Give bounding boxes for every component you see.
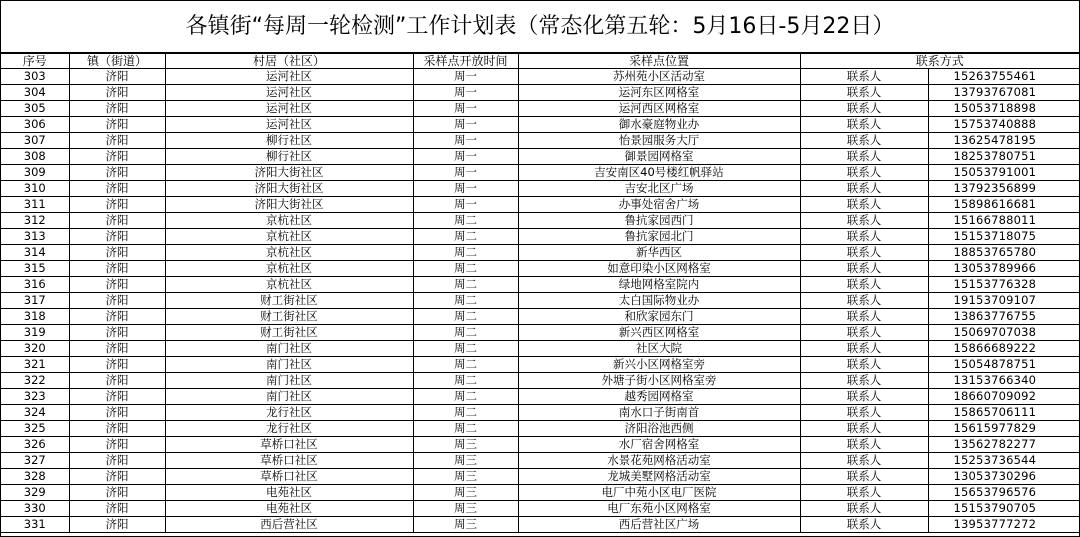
row-village: 草桥口社区 bbox=[165, 453, 413, 469]
row-number: 312 bbox=[1, 213, 69, 229]
row-village: 柳行社区 bbox=[165, 133, 413, 149]
row-location: 鲁抗家园北门 bbox=[518, 229, 800, 245]
row-contact-label: 联系人 bbox=[800, 421, 928, 437]
row-location: 太白国际物业办 bbox=[518, 293, 800, 309]
header-location: 采样点位置 bbox=[518, 54, 800, 69]
row-time: 周一 bbox=[413, 69, 518, 85]
row-town: 济阳 bbox=[69, 293, 165, 309]
table-row bbox=[1, 133, 1079, 149]
row-time: 周三 bbox=[413, 517, 518, 533]
row-location: 运河东区网格室 bbox=[518, 85, 800, 101]
row-phone: 15653796576 bbox=[928, 485, 1079, 501]
row-town: 济阳 bbox=[69, 245, 165, 261]
row-number: 321 bbox=[1, 357, 69, 373]
row-time: 周三 bbox=[413, 469, 518, 485]
row-village: 京杭社区 bbox=[165, 213, 413, 229]
row-phone: 13053789966 bbox=[928, 261, 1079, 277]
row-village: 南门社区 bbox=[165, 373, 413, 389]
row-town: 济阳 bbox=[69, 197, 165, 213]
table-row bbox=[1, 117, 1079, 133]
table-row bbox=[1, 165, 1079, 181]
row-location: 绿地网格室院内 bbox=[518, 277, 800, 293]
row-contact-label: 联系人 bbox=[800, 133, 928, 149]
row-village: 京杭社区 bbox=[165, 277, 413, 293]
row-time: 周二 bbox=[413, 261, 518, 277]
row-town: 济阳 bbox=[69, 517, 165, 533]
row-location: 电厂东苑小区网格室 bbox=[518, 501, 800, 517]
header-contact: 联系方式 bbox=[800, 54, 1079, 69]
row-village: 电苑社区 bbox=[165, 485, 413, 501]
row-number: 323 bbox=[1, 389, 69, 405]
row-location: 苏州苑小区活动室 bbox=[518, 69, 800, 85]
row-town: 济阳 bbox=[69, 325, 165, 341]
row-location: 南水口子街南首 bbox=[518, 405, 800, 421]
row-town: 济阳 bbox=[69, 309, 165, 325]
row-phone: 15153790705 bbox=[928, 501, 1079, 517]
table-row bbox=[1, 309, 1079, 325]
row-number: 319 bbox=[1, 325, 69, 341]
row-number: 331 bbox=[1, 517, 69, 533]
row-time: 周一 bbox=[413, 197, 518, 213]
table-row bbox=[1, 357, 1079, 373]
row-contact-label: 联系人 bbox=[800, 261, 928, 277]
row-town: 济阳 bbox=[69, 181, 165, 197]
row-phone: 15898616681 bbox=[928, 197, 1079, 213]
row-contact-label: 联系人 bbox=[800, 101, 928, 117]
row-location: 社区大院 bbox=[518, 341, 800, 357]
row-village: 济阳大街社区 bbox=[165, 165, 413, 181]
row-location: 水厂宿舍网格室 bbox=[518, 437, 800, 453]
row-location: 如意印染小区网格室 bbox=[518, 261, 800, 277]
row-town: 济阳 bbox=[69, 501, 165, 517]
row-village: 柳行社区 bbox=[165, 149, 413, 165]
row-village: 京杭社区 bbox=[165, 261, 413, 277]
row-village: 运河社区 bbox=[165, 85, 413, 101]
row-number: 322 bbox=[1, 373, 69, 389]
row-phone: 15166788011 bbox=[928, 213, 1079, 229]
row-number: 327 bbox=[1, 453, 69, 469]
table-row bbox=[1, 389, 1079, 405]
table-row bbox=[1, 213, 1079, 229]
row-number: 329 bbox=[1, 485, 69, 501]
row-phone: 15153718075 bbox=[928, 229, 1079, 245]
row-town: 济阳 bbox=[69, 469, 165, 485]
row-village: 草桥口社区 bbox=[165, 469, 413, 485]
row-time: 周二 bbox=[413, 245, 518, 261]
row-town: 济阳 bbox=[69, 101, 165, 117]
row-time: 周二 bbox=[413, 341, 518, 357]
row-number: 317 bbox=[1, 293, 69, 309]
row-phone: 15263755461 bbox=[928, 69, 1079, 85]
row-contact-label: 联系人 bbox=[800, 517, 928, 533]
row-village: 南门社区 bbox=[165, 389, 413, 405]
table-row bbox=[1, 277, 1079, 293]
row-phone: 13953777272 bbox=[928, 517, 1079, 533]
row-location: 西后营社区广场 bbox=[518, 517, 800, 533]
row-contact-label: 联系人 bbox=[800, 277, 928, 293]
row-time: 周二 bbox=[413, 293, 518, 309]
row-location: 新兴西区网格室 bbox=[518, 325, 800, 341]
row-town: 济阳 bbox=[69, 389, 165, 405]
table-row bbox=[1, 197, 1079, 213]
row-phone: 15153776328 bbox=[928, 277, 1079, 293]
row-number: 314 bbox=[1, 245, 69, 261]
table-row bbox=[1, 341, 1079, 357]
row-contact-label: 联系人 bbox=[800, 85, 928, 101]
row-time: 周三 bbox=[413, 501, 518, 517]
row-number: 326 bbox=[1, 437, 69, 453]
row-number: 318 bbox=[1, 309, 69, 325]
row-phone: 15753740888 bbox=[928, 117, 1079, 133]
row-time: 周一 bbox=[413, 133, 518, 149]
row-phone: 15069707038 bbox=[928, 325, 1079, 341]
table-row bbox=[1, 421, 1079, 437]
row-phone: 13053730296 bbox=[928, 469, 1079, 485]
row-phone: 15054878751 bbox=[928, 357, 1079, 373]
row-village: 南门社区 bbox=[165, 357, 413, 373]
row-contact-label: 联系人 bbox=[800, 437, 928, 453]
row-town: 济阳 bbox=[69, 117, 165, 133]
row-contact-label: 联系人 bbox=[800, 501, 928, 517]
row-town: 济阳 bbox=[69, 421, 165, 437]
row-contact-label: 联系人 bbox=[800, 357, 928, 373]
row-number: 315 bbox=[1, 261, 69, 277]
row-number: 309 bbox=[1, 165, 69, 181]
row-phone: 15053718898 bbox=[928, 101, 1079, 117]
row-village: 西后营社区 bbox=[165, 517, 413, 533]
row-phone: 18253780751 bbox=[928, 149, 1079, 165]
table-row bbox=[1, 437, 1079, 453]
row-town: 济阳 bbox=[69, 341, 165, 357]
row-location: 怡景园服务大厅 bbox=[518, 133, 800, 149]
row-number: 304 bbox=[1, 85, 69, 101]
row-number: 313 bbox=[1, 229, 69, 245]
row-location: 龙城美墅网格活动室 bbox=[518, 469, 800, 485]
table-row bbox=[1, 181, 1079, 197]
table-row bbox=[1, 405, 1079, 421]
row-village: 京杭社区 bbox=[165, 229, 413, 245]
row-village: 财工街社区 bbox=[165, 309, 413, 325]
row-location: 新兴小区网格室旁 bbox=[518, 357, 800, 373]
row-number: 303 bbox=[1, 69, 69, 85]
row-phone: 18660709092 bbox=[928, 389, 1079, 405]
row-contact-label: 联系人 bbox=[800, 389, 928, 405]
table-row bbox=[1, 85, 1079, 101]
row-town: 济阳 bbox=[69, 229, 165, 245]
header-time: 采样点开放时间 bbox=[413, 54, 518, 69]
row-town: 济阳 bbox=[69, 149, 165, 165]
row-phone: 13793767081 bbox=[928, 85, 1079, 101]
row-town: 济阳 bbox=[69, 165, 165, 181]
row-time: 周二 bbox=[413, 229, 518, 245]
row-time: 周二 bbox=[413, 309, 518, 325]
row-contact-label: 联系人 bbox=[800, 213, 928, 229]
document-title: 各镇街“每周一轮检测”工作计划表（常态化第五轮：5月16日-5月22日） bbox=[1, 1, 1079, 53]
row-phone: 15615977829 bbox=[928, 421, 1079, 437]
row-town: 济阳 bbox=[69, 261, 165, 277]
row-town: 济阳 bbox=[69, 277, 165, 293]
row-location: 新华西区 bbox=[518, 245, 800, 261]
row-location: 电厂中苑小区电厂医院 bbox=[518, 485, 800, 501]
row-location: 水景花苑网格活动室 bbox=[518, 453, 800, 469]
row-time: 周二 bbox=[413, 325, 518, 341]
row-number: 328 bbox=[1, 469, 69, 485]
row-time: 周二 bbox=[413, 357, 518, 373]
row-contact-label: 联系人 bbox=[800, 165, 928, 181]
row-location: 御水豪庭物业办 bbox=[518, 117, 800, 133]
row-village: 济阳大街社区 bbox=[165, 181, 413, 197]
row-phone: 13863776755 bbox=[928, 309, 1079, 325]
row-phone: 15866689222 bbox=[928, 341, 1079, 357]
row-number: 316 bbox=[1, 277, 69, 293]
table-row bbox=[1, 229, 1079, 245]
row-number: 311 bbox=[1, 197, 69, 213]
row-time: 周一 bbox=[413, 85, 518, 101]
row-town: 济阳 bbox=[69, 485, 165, 501]
table-row bbox=[1, 501, 1079, 517]
row-location: 鲁抗家园西门 bbox=[518, 213, 800, 229]
row-number: 307 bbox=[1, 133, 69, 149]
row-time: 周二 bbox=[413, 373, 518, 389]
row-phone: 13153766340 bbox=[928, 373, 1079, 389]
row-phone: 13792356899 bbox=[928, 181, 1079, 197]
row-contact-label: 联系人 bbox=[800, 69, 928, 85]
row-village: 财工街社区 bbox=[165, 325, 413, 341]
row-village: 电苑社区 bbox=[165, 501, 413, 517]
table-row bbox=[1, 453, 1079, 469]
table-row bbox=[1, 325, 1079, 341]
row-number: 305 bbox=[1, 101, 69, 117]
row-contact-label: 联系人 bbox=[800, 453, 928, 469]
row-location: 运河西区网格室 bbox=[518, 101, 800, 117]
row-town: 济阳 bbox=[69, 213, 165, 229]
row-time: 周二 bbox=[413, 421, 518, 437]
row-location: 御景园网格室 bbox=[518, 149, 800, 165]
table-row bbox=[1, 149, 1079, 165]
table-row bbox=[1, 101, 1079, 117]
row-time: 周二 bbox=[413, 277, 518, 293]
row-village: 草桥口社区 bbox=[165, 437, 413, 453]
row-time: 周一 bbox=[413, 181, 518, 197]
row-number: 324 bbox=[1, 405, 69, 421]
row-contact-label: 联系人 bbox=[800, 469, 928, 485]
row-phone: 15053791001 bbox=[928, 165, 1079, 181]
row-phone: 19153709107 bbox=[928, 293, 1079, 309]
row-number: 320 bbox=[1, 341, 69, 357]
row-contact-label: 联系人 bbox=[800, 117, 928, 133]
table-row bbox=[1, 469, 1079, 485]
row-contact-label: 联系人 bbox=[800, 309, 928, 325]
row-time: 周三 bbox=[413, 485, 518, 501]
row-number: 325 bbox=[1, 421, 69, 437]
header-town: 镇（街道） bbox=[69, 54, 165, 69]
row-contact-label: 联系人 bbox=[800, 197, 928, 213]
row-time: 周一 bbox=[413, 149, 518, 165]
row-village: 龙行社区 bbox=[165, 405, 413, 421]
row-town: 济阳 bbox=[69, 357, 165, 373]
row-time: 周二 bbox=[413, 389, 518, 405]
row-phone: 15865706111 bbox=[928, 405, 1079, 421]
row-town: 济阳 bbox=[69, 373, 165, 389]
row-town: 济阳 bbox=[69, 69, 165, 85]
row-village: 财工街社区 bbox=[165, 293, 413, 309]
row-time: 周二 bbox=[413, 213, 518, 229]
table-row bbox=[1, 245, 1079, 261]
row-time: 周一 bbox=[413, 101, 518, 117]
row-town: 济阳 bbox=[69, 133, 165, 149]
row-village: 京杭社区 bbox=[165, 245, 413, 261]
row-number: 330 bbox=[1, 501, 69, 517]
table-row bbox=[1, 485, 1079, 501]
row-time: 周一 bbox=[413, 165, 518, 181]
row-time: 周三 bbox=[413, 453, 518, 469]
row-village: 南门社区 bbox=[165, 341, 413, 357]
row-time: 周二 bbox=[413, 405, 518, 421]
row-village: 运河社区 bbox=[165, 101, 413, 117]
row-contact-label: 联系人 bbox=[800, 325, 928, 341]
row-number: 308 bbox=[1, 149, 69, 165]
row-phone: 13625478195 bbox=[928, 133, 1079, 149]
row-village: 运河社区 bbox=[165, 69, 413, 85]
row-number: 306 bbox=[1, 117, 69, 133]
row-town: 济阳 bbox=[69, 85, 165, 101]
row-phone: 18853765780 bbox=[928, 245, 1079, 261]
row-time: 周三 bbox=[413, 437, 518, 453]
row-location: 和欣家园东门 bbox=[518, 309, 800, 325]
row-town: 济阳 bbox=[69, 437, 165, 453]
table-row bbox=[1, 373, 1079, 389]
header-village: 村居（社区） bbox=[165, 54, 413, 69]
table-row bbox=[1, 261, 1079, 277]
row-location: 济阳浴池西侧 bbox=[518, 421, 800, 437]
row-village: 龙行社区 bbox=[165, 421, 413, 437]
row-town: 济阳 bbox=[69, 453, 165, 469]
row-location: 外塘子街小区网格室旁 bbox=[518, 373, 800, 389]
row-location: 吉安北区广场 bbox=[518, 181, 800, 197]
row-number: 310 bbox=[1, 181, 69, 197]
table-row bbox=[1, 69, 1079, 85]
row-location: 吉安南区40号楼红帆驿站 bbox=[518, 165, 800, 181]
table-body bbox=[1, 69, 1079, 533]
table-row bbox=[1, 293, 1079, 309]
row-contact-label: 联系人 bbox=[800, 245, 928, 261]
row-contact-label: 联系人 bbox=[800, 229, 928, 245]
row-time: 周一 bbox=[413, 117, 518, 133]
table-row bbox=[1, 517, 1079, 533]
row-contact-label: 联系人 bbox=[800, 293, 928, 309]
row-contact-label: 联系人 bbox=[800, 149, 928, 165]
row-contact-label: 联系人 bbox=[800, 485, 928, 501]
row-location: 办事处宿舍广场 bbox=[518, 197, 800, 213]
row-phone: 15253736544 bbox=[928, 453, 1079, 469]
row-contact-label: 联系人 bbox=[800, 373, 928, 389]
row-contact-label: 联系人 bbox=[800, 341, 928, 357]
row-village: 运河社区 bbox=[165, 117, 413, 133]
row-village: 济阳大街社区 bbox=[165, 197, 413, 213]
row-contact-label: 联系人 bbox=[800, 181, 928, 197]
row-town: 济阳 bbox=[69, 405, 165, 421]
header-row bbox=[1, 54, 1079, 69]
row-phone: 13562782277 bbox=[928, 437, 1079, 453]
row-location: 越秀园网格室 bbox=[518, 389, 800, 405]
row-contact-label: 联系人 bbox=[800, 405, 928, 421]
header-no: 序号 bbox=[1, 54, 69, 69]
schedule-table bbox=[1, 53, 1079, 533]
